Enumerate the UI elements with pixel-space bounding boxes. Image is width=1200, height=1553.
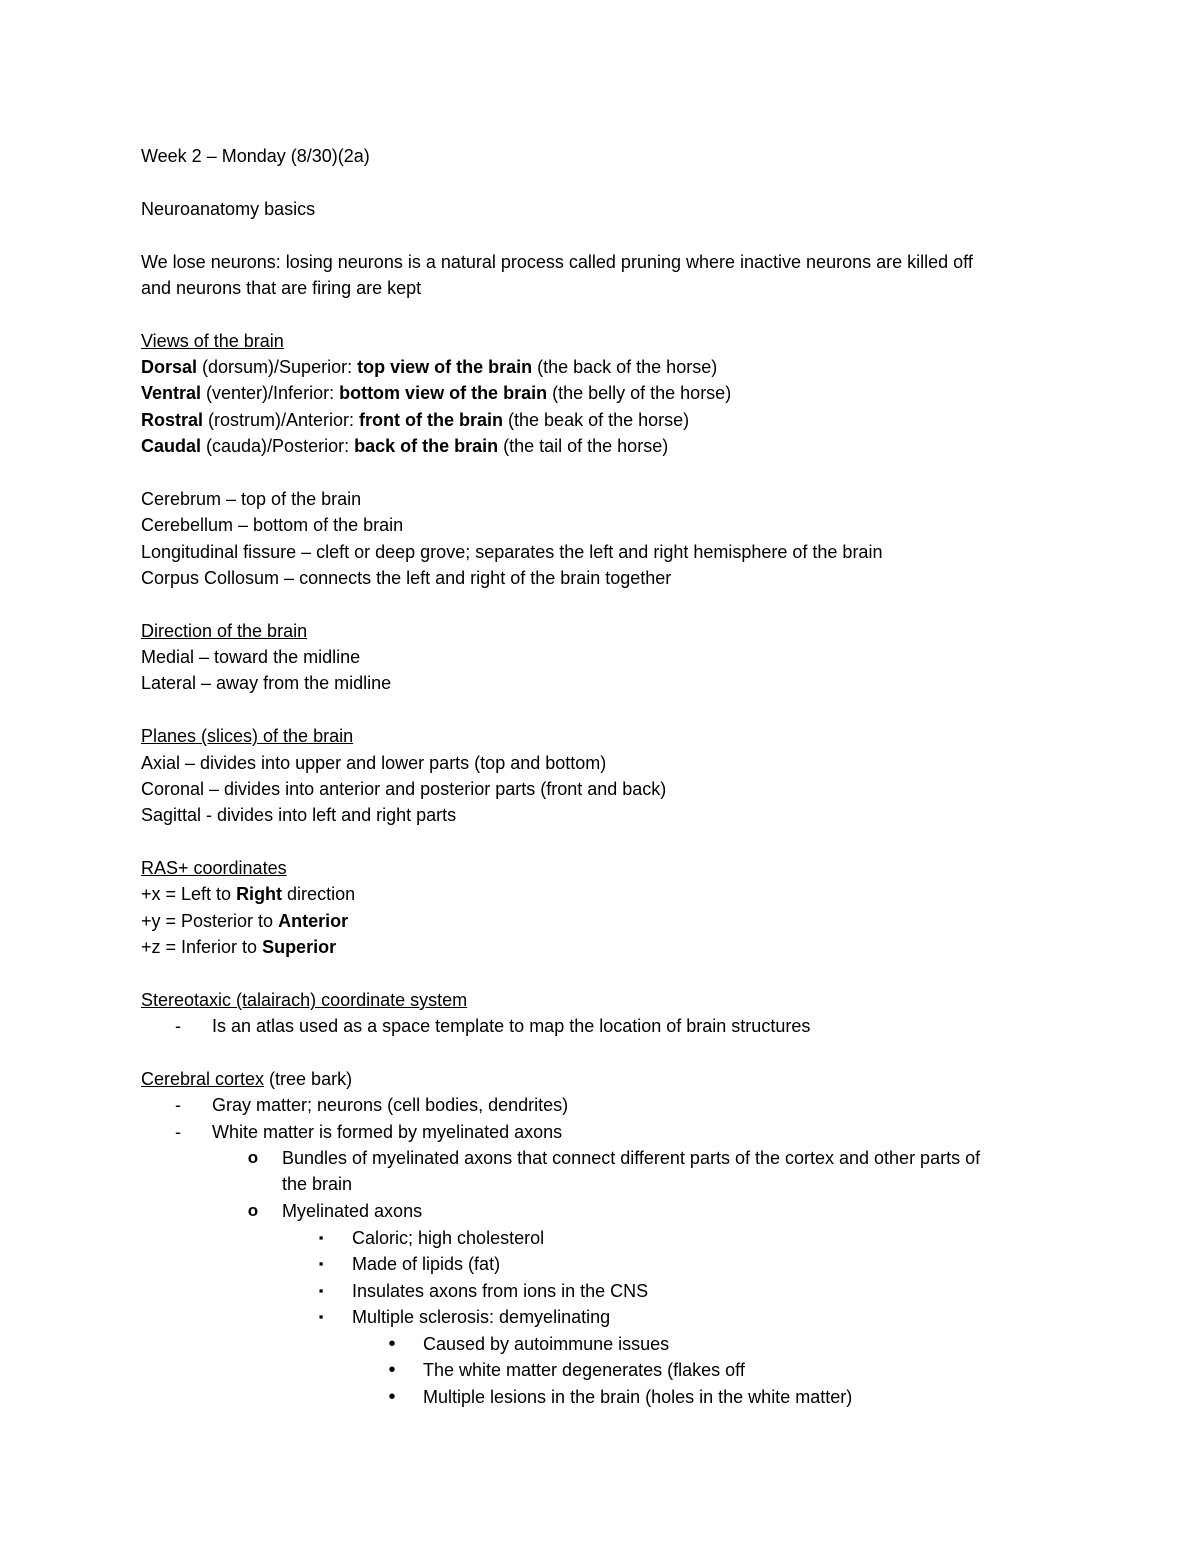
intro-line: and neurons that are firing are kept — [141, 278, 422, 298]
square-bullet-icon: ▪ — [318, 1309, 324, 1324]
circle-bullet-icon: o — [247, 1201, 259, 1220]
page-subtitle: Neuroanatomy basics — [141, 199, 316, 219]
plane-item: Sagittal - divides into left and right parts — [141, 805, 457, 825]
list-item: Gray matter; neurons (cell bodies, dendrites) — [212, 1095, 569, 1115]
view-item: Dorsal (dorsum)/Superior: top view of the brain (the back of the horse) — [141, 357, 718, 377]
view-item: Ventral (venter)/Inferior: bottom view of the brain (the belly of the horse) — [141, 383, 732, 403]
section-heading-stereotaxic: Stereotaxic (talairach) coordinate system — [141, 990, 468, 1010]
structure-item: Cerebrum – top of the brain — [141, 489, 362, 509]
dot-bullet-icon: • — [388, 1386, 396, 1408]
direction-item: Medial – toward the midline — [141, 647, 361, 667]
dash-bullet-icon: - — [175, 1122, 181, 1142]
page-title: Week 2 – Monday (8/30)(2a) — [141, 146, 370, 166]
list-item: Caloric; high cholesterol — [352, 1228, 545, 1248]
section-heading-planes: Planes (slices) of the brain — [141, 726, 354, 746]
square-bullet-icon: ▪ — [318, 1283, 324, 1298]
structure-item: Cerebellum – bottom of the brain — [141, 515, 404, 535]
list-item: Insulates axons from ions in the CNS — [352, 1281, 649, 1301]
dash-bullet-icon: - — [175, 1016, 181, 1036]
ras-item: +x = Left to Right direction — [141, 884, 356, 904]
list-item: Multiple sclerosis: demyelinating — [352, 1307, 611, 1327]
view-item: Rostral (rostrum)/Anterior: front of the brain (the beak of the horse) — [141, 410, 690, 430]
dash-bullet-icon: - — [175, 1095, 181, 1115]
view-item: Caudal (cauda)/Posterior: back of the brain (the tail of the horse) — [141, 436, 669, 456]
circle-bullet-icon: o — [247, 1148, 259, 1167]
plane-item: Axial – divides into upper and lower parts (top and bottom) — [141, 753, 607, 773]
list-item: Caused by autoimmune issues — [423, 1334, 670, 1354]
structure-item: Corpus Collosum – connects the left and right of the brain together — [141, 568, 672, 588]
list-item-continuation: the brain — [282, 1174, 353, 1194]
structure-item: Longitudinal fissure – cleft or deep grove; separates the left and right hemisphere of the brain — [141, 542, 883, 562]
list-item: Bundles of myelinated axons that connect different parts of the cortex and other parts of — [282, 1148, 981, 1168]
direction-item: Lateral – away from the midline — [141, 673, 392, 693]
section-heading-views: Views of the brain — [141, 331, 284, 351]
square-bullet-icon: ▪ — [318, 1230, 324, 1245]
ras-item: +y = Posterior to Anterior — [141, 911, 349, 931]
plane-item: Coronal – divides into anterior and posterior parts (front and back) — [141, 779, 667, 799]
list-item: Made of lipids (fat) — [352, 1254, 501, 1274]
dot-bullet-icon: • — [388, 1333, 396, 1355]
section-heading-cortex: Cerebral cortex (tree bark) — [141, 1069, 353, 1089]
section-heading-direction: Direction of the brain — [141, 621, 308, 641]
list-item: The white matter degenerates (flakes off — [423, 1360, 745, 1380]
ras-item: +z = Inferior to Superior — [141, 937, 337, 957]
list-item: Is an atlas used as a space template to map the location of brain structures — [212, 1016, 811, 1036]
dot-bullet-icon: • — [388, 1359, 396, 1381]
list-item: White matter is formed by myelinated axons — [212, 1122, 563, 1142]
square-bullet-icon: ▪ — [318, 1256, 324, 1271]
list-item: Myelinated axons — [282, 1201, 423, 1221]
section-heading-ras: RAS+ coordinates — [141, 858, 287, 878]
intro-line: We lose neurons: losing neurons is a natural process called pruning where inactive neurons are killed off — [141, 252, 973, 272]
list-item: Multiple lesions in the brain (holes in the white matter) — [423, 1387, 853, 1407]
